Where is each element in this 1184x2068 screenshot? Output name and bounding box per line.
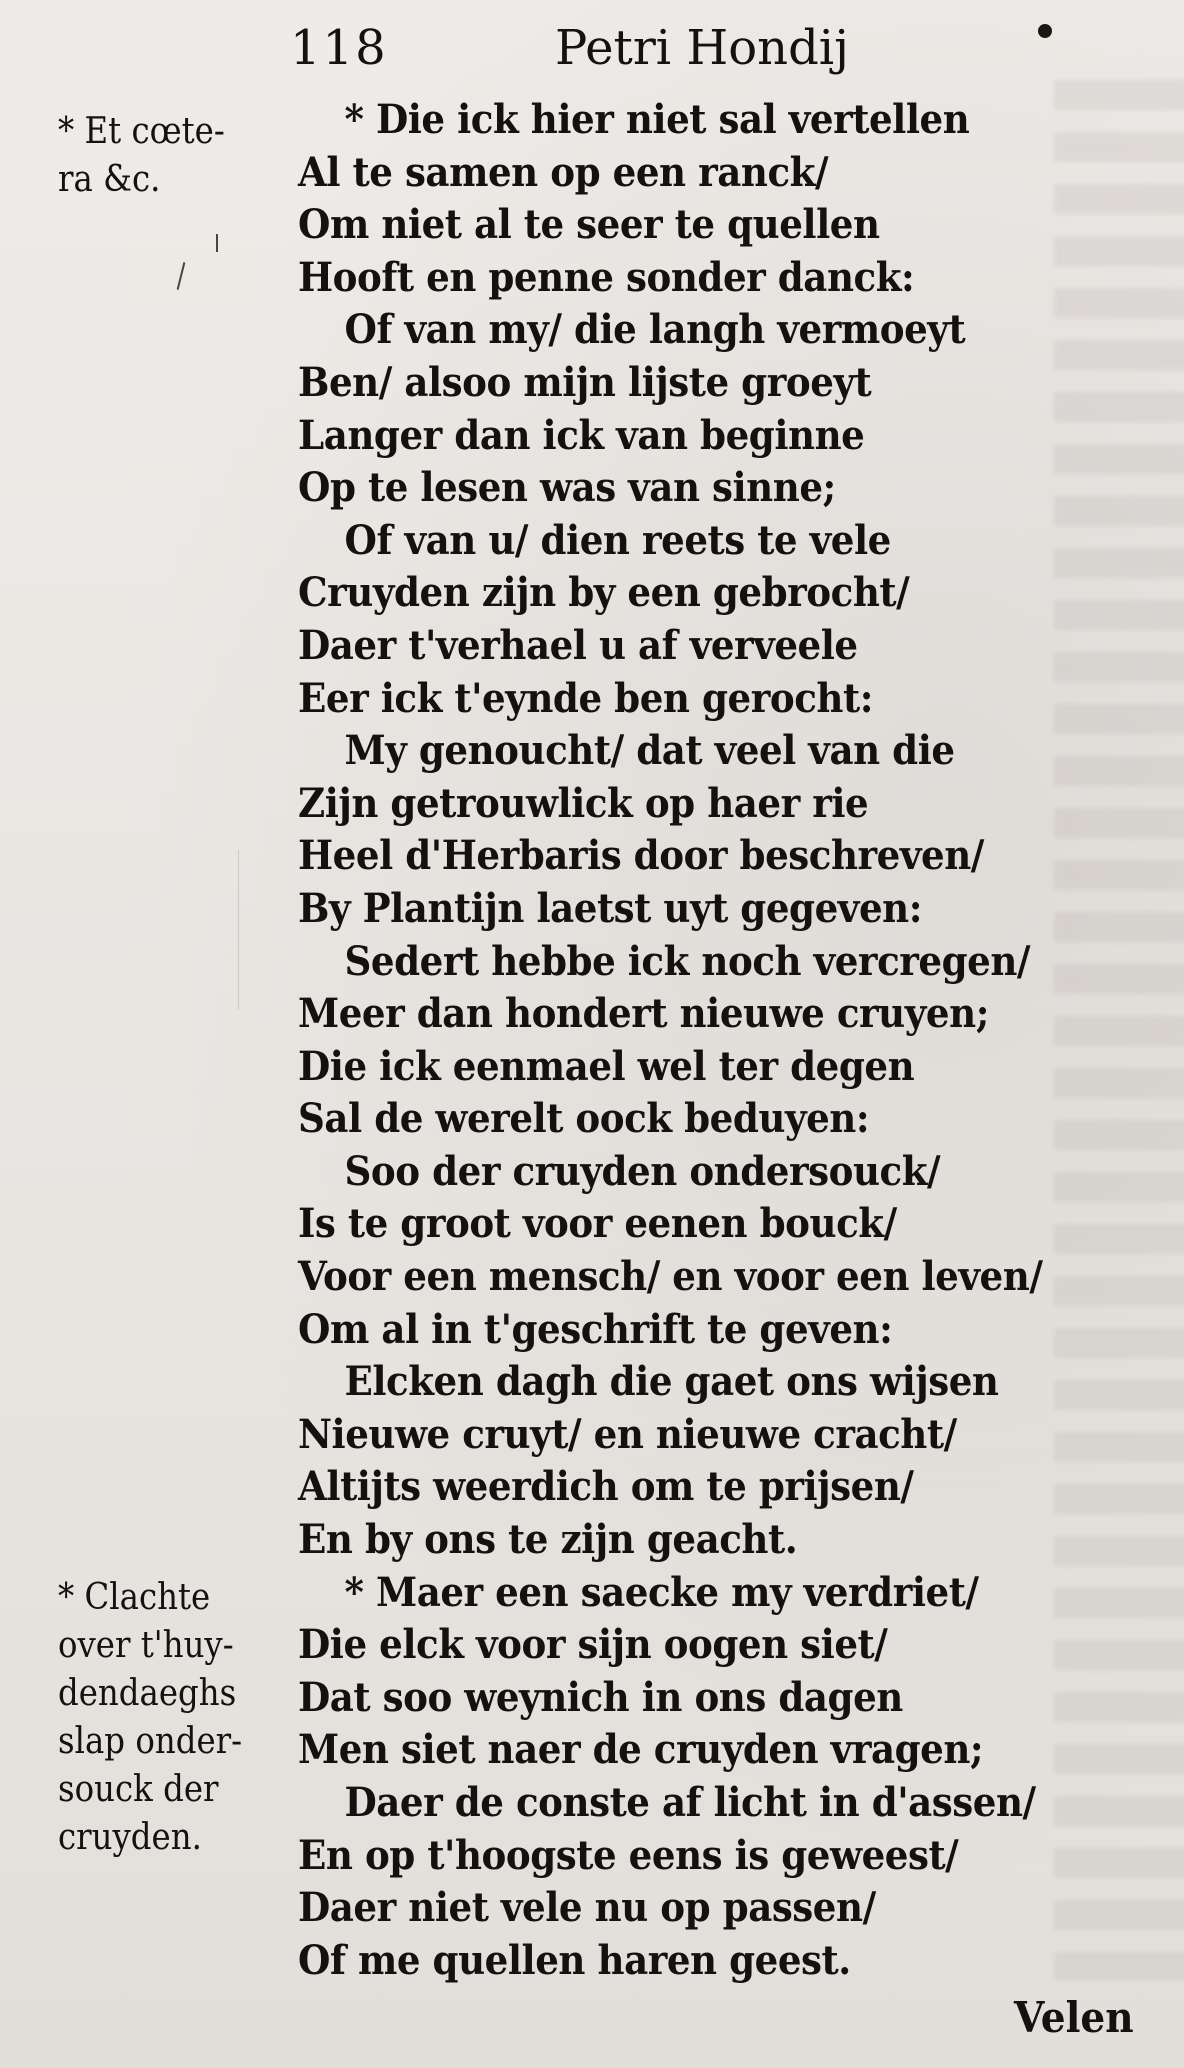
verse-line: Dat soo weynich in ons dagen [298,1673,903,1721]
verse-line: * Maer een saecke my verdriet/ [344,1568,979,1616]
verse-line: Of me quellen haren geest. [298,1936,851,1984]
verse-line: Hooft en penne sonder danck: [298,253,915,301]
verse-line: Daer t'verhael u af verveele [298,621,858,669]
verse-line: Zijn getrouwlick op haer rie [298,779,869,827]
verse-line: Sal de werelt oock beduyen: [298,1095,870,1143]
verse-line: Men siet naer de cruyden vragen; [298,1726,984,1774]
ink-dot [1038,24,1052,38]
verse-line: Altijts weerdich om te prijsen/ [298,1463,914,1511]
page-number: 118 [290,20,388,76]
verse-line: Nieuwe cruyt/ en nieuwe cracht/ [298,1410,957,1458]
margin-mark [177,262,186,290]
verse-line: Elcken dagh die gaet ons wijsen [344,1358,999,1406]
verse-line: Heel d'Herbaris door beschreven/ [298,832,984,880]
margin-note-line: * Clachte [58,1577,211,1618]
verse-line: Om niet al te seer te quellen [298,201,880,249]
verse-line: En by ons te zijn geacht. [298,1516,798,1564]
verse-line: Die ick eenmael wel ter degen [298,1042,915,1090]
verse-line: Meer dan hondert nieuwe cruyen; [298,990,989,1038]
verse-line: Voor een mensch/ en voor een leven/ [298,1253,1043,1301]
verse-line: Is te groot voor eenen bouck/ [298,1200,897,1248]
margin-note-line: * Et cœte- [58,111,225,152]
verse-line: Of van u/ dien reets te vele [344,516,891,564]
verse-line: Soo der cruyden ondersouck/ [344,1147,941,1195]
verse-line: Cruyden zijn by een gebrocht/ [298,569,910,617]
margin-note-line: slap onder- [58,1721,243,1762]
margin-note-1 [58,108,225,204]
running-title: Petri Hondij [555,20,850,76]
margin-note-line: over t'huy- [58,1625,234,1666]
verse-line: Om al in t'geschrift te geven: [298,1305,893,1353]
margin-mark [216,234,218,252]
margin-note-line: dendaeghs [58,1673,237,1714]
verse-line: Op te lesen was van sinne; [298,464,836,512]
verse-line: Die elck voor sijn oogen siet/ [298,1621,888,1669]
margin-note-2 [58,1574,242,1862]
verse-line: Of van my/ die langh vermoeyt [344,306,966,354]
verse-line: Langer dan ick van beginne [298,411,865,459]
verse-line: * Die ick hier niet sal vertellen [344,96,970,143]
verse-line: My genoucht/ dat veel van die [344,727,955,775]
catchword: Velen [1014,1993,1134,2042]
verse-line: En op t'hoogste eens is geweest/ [298,1831,959,1879]
verse-line: Daer de conste af licht in d'assen/ [344,1779,1036,1826]
margin-note-line: ra &c. [58,159,161,200]
faint-rule [238,850,239,1010]
page-header [290,14,1070,84]
verse-line: Sedert hebbe ick noch vercregen/ [344,937,1031,985]
verse-block [298,94,1158,1987]
verse-line: Daer niet vele nu op passen/ [298,1884,876,1932]
verse-line: Al te samen op een ranck/ [298,148,829,196]
verse-line: By Plantijn laetst uyt gegeven: [298,884,923,932]
margin-note-line: souck der [58,1769,219,1810]
verse-line: Eer ick t'eynde ben gerocht: [298,674,873,722]
verse-line: Ben/ alsoo mijn lijste groeyt [298,358,872,406]
margin-note-line: cruyden. [58,1817,202,1858]
